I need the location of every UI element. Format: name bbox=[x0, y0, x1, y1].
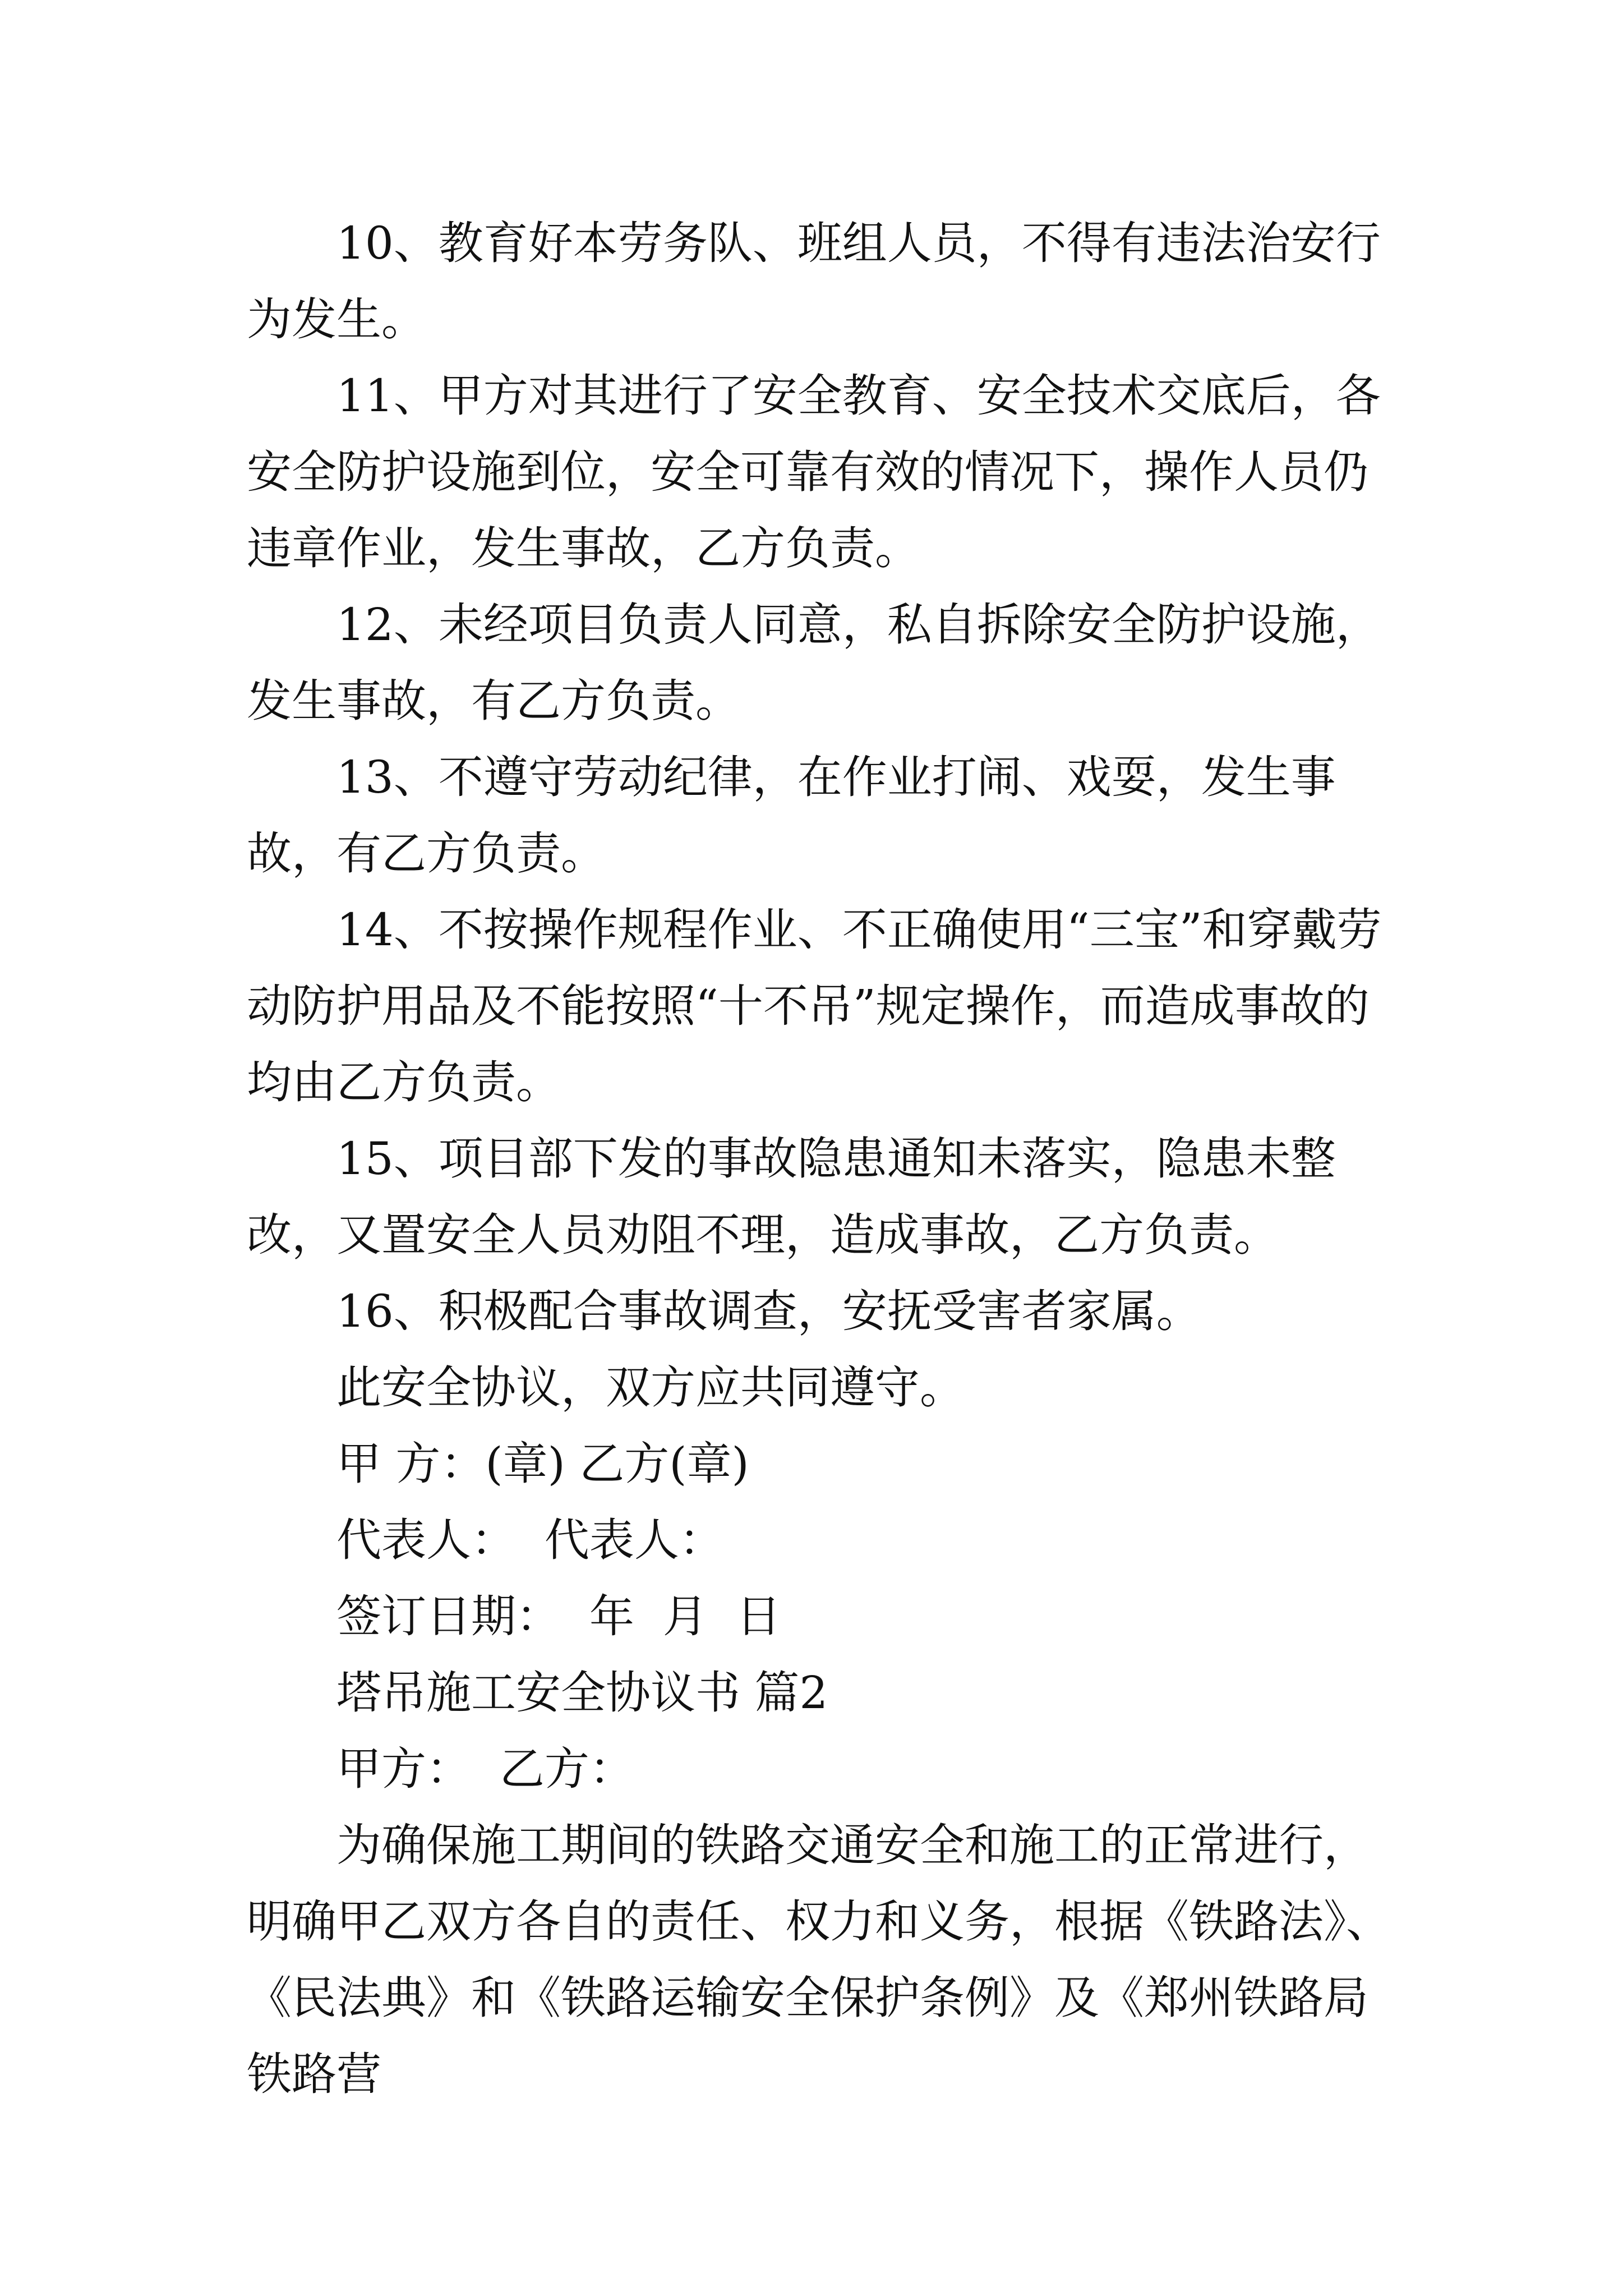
parties-line-2: 甲方： 乙方： bbox=[336, 1743, 634, 1795]
clause-13: 13、不遵守劳动纪律，在作业打闹、戏耍，发生事故，有乙方负责。 bbox=[247, 751, 1336, 880]
signature-representatives-line: 代表人： 代表人： bbox=[336, 1514, 724, 1566]
clause-11: 11、甲方对其进行了安全教育、安全技术交底后，各安全防护设施到位，安全可靠有效的情况下，操作人员仍违章作业，发生事故，乙方负责。 bbox=[247, 370, 1381, 574]
intro-paragraph: 为确保施工期间的铁路交通安全和施工的正常进行，明确甲乙双方各自的责任、权力和义务，根据《铁路法》、《民法典》和《铁路运输安全保护条例》及《郑州铁路局铁路营 bbox=[247, 1819, 1391, 2100]
clause-12: 12、未经项目负责人同意，私自拆除安全防护设施，发生事故，有乙方负责。 bbox=[247, 599, 1381, 727]
signature-date-line: 签订日期： 年 月 日 bbox=[336, 1590, 781, 1642]
document-body bbox=[247, 205, 1391, 2113]
agreement-statement: 此安全协议，双方应共同遵守。 bbox=[336, 1361, 965, 1414]
clause-15: 15、项目部下发的事故隐患通知未落实，隐患未整改，又置安全人员劝阻不理，造成事故，乙方负责。 bbox=[247, 1133, 1336, 1261]
clause-16: 16、积极配合事故调查，安抚受害者家属。 bbox=[336, 1285, 1201, 1337]
clause-14: 14、不按操作规程作业、不正确使用“三宝”和穿戴劳动防护用品及不能按照“十不吊”规定操作，而造成事故的均由乙方负责。 bbox=[247, 904, 1382, 1108]
section-title: 塔吊施工安全协议书 篇2 bbox=[336, 1667, 828, 1719]
signature-parties-line: 甲 方：(章) 乙方(章) bbox=[336, 1438, 749, 1490]
clause-10: 10、教育好本劳务队、班组人员，不得有违法治安行为发生。 bbox=[247, 217, 1381, 346]
